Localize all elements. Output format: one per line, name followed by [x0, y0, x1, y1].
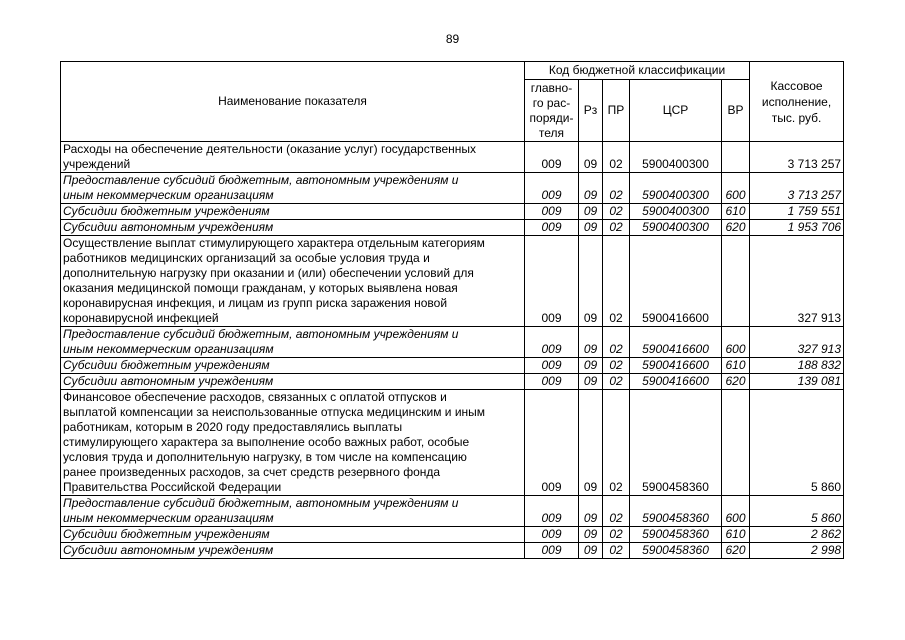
- row-rz: 09: [579, 543, 603, 559]
- row-name-line: Субсидии бюджетным учреждениям: [63, 358, 270, 372]
- header-bk-group: Код бюджетной классификации: [525, 62, 750, 80]
- row-vr: 610: [722, 527, 750, 543]
- row-amount: 3 713 257: [750, 142, 844, 173]
- row-csr: 5900416600: [630, 358, 722, 374]
- row-glavn: 009: [525, 327, 579, 358]
- row-name-line: Правительства Российской Федерации: [63, 480, 282, 494]
- row-name-line: Субсидии автономным учреждениям: [63, 220, 274, 234]
- row-name: [61, 327, 525, 358]
- row-name: [61, 374, 525, 390]
- table-row: [61, 374, 844, 390]
- header-pr: ПР: [603, 80, 630, 142]
- row-name-line: иным некоммерческим организациям: [63, 342, 274, 356]
- row-rz: 09: [579, 527, 603, 543]
- row-csr: 5900416600: [630, 327, 722, 358]
- row-pr: 02: [603, 496, 630, 527]
- row-name: [61, 496, 525, 527]
- row-rz: 09: [579, 327, 603, 358]
- row-name: [61, 358, 525, 374]
- row-name: [61, 204, 525, 220]
- page-number: 89: [445, 32, 460, 46]
- row-name-line: Предоставление субсидий бюджетным, автономным учреждениям и: [63, 173, 459, 187]
- row-csr: 5900416600: [630, 374, 722, 390]
- table-row: [61, 496, 844, 527]
- row-glavn: 009: [525, 496, 579, 527]
- row-rz: 09: [579, 390, 603, 496]
- header-kassa: [750, 62, 844, 142]
- table-row: [61, 543, 844, 559]
- row-name: [61, 173, 525, 204]
- row-amount: 327 913: [750, 327, 844, 358]
- row-glavn: 009: [525, 220, 579, 236]
- row-vr: 620: [722, 220, 750, 236]
- row-name-line: условия труда и дополнительную нагрузку, в том числе на компенсацию: [63, 450, 467, 464]
- table-row: [61, 358, 844, 374]
- table-row: [61, 236, 844, 327]
- row-amount: 139 081: [750, 374, 844, 390]
- row-amount: 1 953 706: [750, 220, 844, 236]
- row-name-line: дополнительную нагрузку при оказании и (или) обеспечении условий для: [63, 266, 474, 280]
- table-row: [61, 142, 844, 173]
- row-amount: 2 998: [750, 543, 844, 559]
- row-glavn: 009: [525, 527, 579, 543]
- row-name-line: Предоставление субсидий бюджетным, автономным учреждениям и: [63, 496, 459, 510]
- row-name-line: Финансовое обеспечение расходов, связанных с оплатой отпусков и: [63, 390, 447, 404]
- row-glavn: 009: [525, 173, 579, 204]
- row-name-line: Субсидии автономным учреждениям: [63, 374, 274, 388]
- row-glavn: 009: [525, 142, 579, 173]
- row-pr: 02: [603, 173, 630, 204]
- row-vr: 620: [722, 543, 750, 559]
- row-name-line: ранее произведенных расходов, за счет средств резервного фонда: [63, 465, 441, 479]
- row-vr: 620: [722, 374, 750, 390]
- row-vr: [722, 142, 750, 173]
- row-csr: 5900400300: [630, 173, 722, 204]
- row-rz: 09: [579, 358, 603, 374]
- row-pr: 02: [603, 142, 630, 173]
- row-glavn: 009: [525, 236, 579, 327]
- row-glavn: 009: [525, 390, 579, 496]
- row-pr: 02: [603, 220, 630, 236]
- row-amount: 188 832: [750, 358, 844, 374]
- header-glavn-line: главно-: [530, 80, 573, 95]
- row-pr: 02: [603, 358, 630, 374]
- row-csr: 5900416600: [630, 236, 722, 327]
- row-name-line: работникам, которым в 2020 году предоставлялись выплаты: [63, 420, 403, 434]
- row-csr: 5900400300: [630, 204, 722, 220]
- table-row: [61, 220, 844, 236]
- header-glavn-line: го рас-: [532, 95, 571, 110]
- row-amount: 1 759 551: [750, 204, 844, 220]
- row-csr: 5900458360: [630, 527, 722, 543]
- row-vr: 600: [722, 496, 750, 527]
- row-csr: 5900400300: [630, 220, 722, 236]
- header-glavn-line: теля: [538, 125, 565, 140]
- row-name: [61, 142, 525, 173]
- row-csr: 5900458360: [630, 390, 722, 496]
- row-name-line: Субсидии бюджетным учреждениям: [63, 527, 270, 541]
- row-glavn: 009: [525, 374, 579, 390]
- row-vr: 610: [722, 204, 750, 220]
- header-kassa-line: исполнение,: [761, 94, 832, 109]
- table-row: [61, 327, 844, 358]
- row-name-line: коронавирусной инфекцией: [63, 311, 219, 325]
- row-name-line: Расходы на обеспечение деятельности (оказание услуг) государственных: [63, 142, 477, 156]
- row-vr: [722, 390, 750, 496]
- row-name-line: Субсидии автономным учреждениям: [63, 543, 274, 557]
- table-row: [61, 173, 844, 204]
- row-name: [61, 390, 525, 496]
- row-name-line: Осуществление выплат стимулирующего характера отдельным категориям: [63, 236, 485, 250]
- row-pr: 02: [603, 236, 630, 327]
- table-body: [61, 142, 844, 559]
- row-pr: 02: [603, 204, 630, 220]
- row-rz: 09: [579, 220, 603, 236]
- header-glavn-line: поряди-: [529, 110, 574, 125]
- row-name-line: иным некоммерческим организациям: [63, 511, 274, 525]
- header-rz: Рз: [579, 80, 603, 142]
- row-amount: 2 862: [750, 527, 844, 543]
- row-name-line: учреждений: [63, 157, 131, 171]
- row-name-line: Субсидии бюджетным учреждениям: [63, 204, 270, 218]
- row-name-line: оказания медицинской помощи гражданам, у которых выявлена новая: [63, 281, 458, 295]
- header-kassa-line: Кассовое: [770, 78, 823, 93]
- table-row: [61, 204, 844, 220]
- row-name-line: коронавирусная инфекция, и лицам из групп риска заражения новой: [63, 296, 448, 310]
- row-amount: 3 713 257: [750, 173, 844, 204]
- row-vr: 600: [722, 173, 750, 204]
- row-rz: 09: [579, 496, 603, 527]
- row-rz: 09: [579, 374, 603, 390]
- row-csr: 5900458360: [630, 496, 722, 527]
- row-csr: 5900400300: [630, 142, 722, 173]
- row-glavn: 009: [525, 543, 579, 559]
- row-rz: 09: [579, 204, 603, 220]
- row-amount: 5 860: [750, 390, 844, 496]
- budget-table: [60, 61, 844, 559]
- row-vr: 610: [722, 358, 750, 374]
- row-name-line: Предоставление субсидий бюджетным, автономным учреждениям и: [63, 327, 459, 341]
- row-name-line: иным некоммерческим организациям: [63, 188, 274, 202]
- row-pr: 02: [603, 374, 630, 390]
- header-vr: ВР: [722, 80, 750, 142]
- header-name: Наименование показателя: [61, 62, 525, 142]
- table-row: [61, 390, 844, 496]
- row-amount: 5 860: [750, 496, 844, 527]
- row-name: [61, 220, 525, 236]
- row-name-line: выплатой компенсации за неиспользованные отпуска медицинским и иным: [63, 405, 486, 419]
- row-amount: 327 913: [750, 236, 844, 327]
- row-glavn: 009: [525, 358, 579, 374]
- row-name-line: стимулирующего характера за выполнение особо важных работ, особые: [63, 435, 470, 449]
- row-csr: 5900458360: [630, 543, 722, 559]
- table-row: [61, 527, 844, 543]
- row-name-line: работников медицинских организаций за особые условия труда и: [63, 251, 430, 265]
- header-csr: ЦСР: [630, 80, 722, 142]
- row-name: [61, 527, 525, 543]
- row-pr: 02: [603, 327, 630, 358]
- row-glavn: 009: [525, 204, 579, 220]
- row-rz: 09: [579, 173, 603, 204]
- row-vr: 600: [722, 327, 750, 358]
- row-name: [61, 236, 525, 327]
- row-rz: 09: [579, 142, 603, 173]
- row-pr: 02: [603, 543, 630, 559]
- header-kassa-line: тыс. руб.: [771, 110, 822, 125]
- header-glavn: [525, 80, 579, 142]
- table-header: [61, 62, 844, 142]
- row-pr: 02: [603, 390, 630, 496]
- row-pr: 02: [603, 527, 630, 543]
- row-name: [61, 543, 525, 559]
- row-rz: 09: [579, 236, 603, 327]
- row-vr: [722, 236, 750, 327]
